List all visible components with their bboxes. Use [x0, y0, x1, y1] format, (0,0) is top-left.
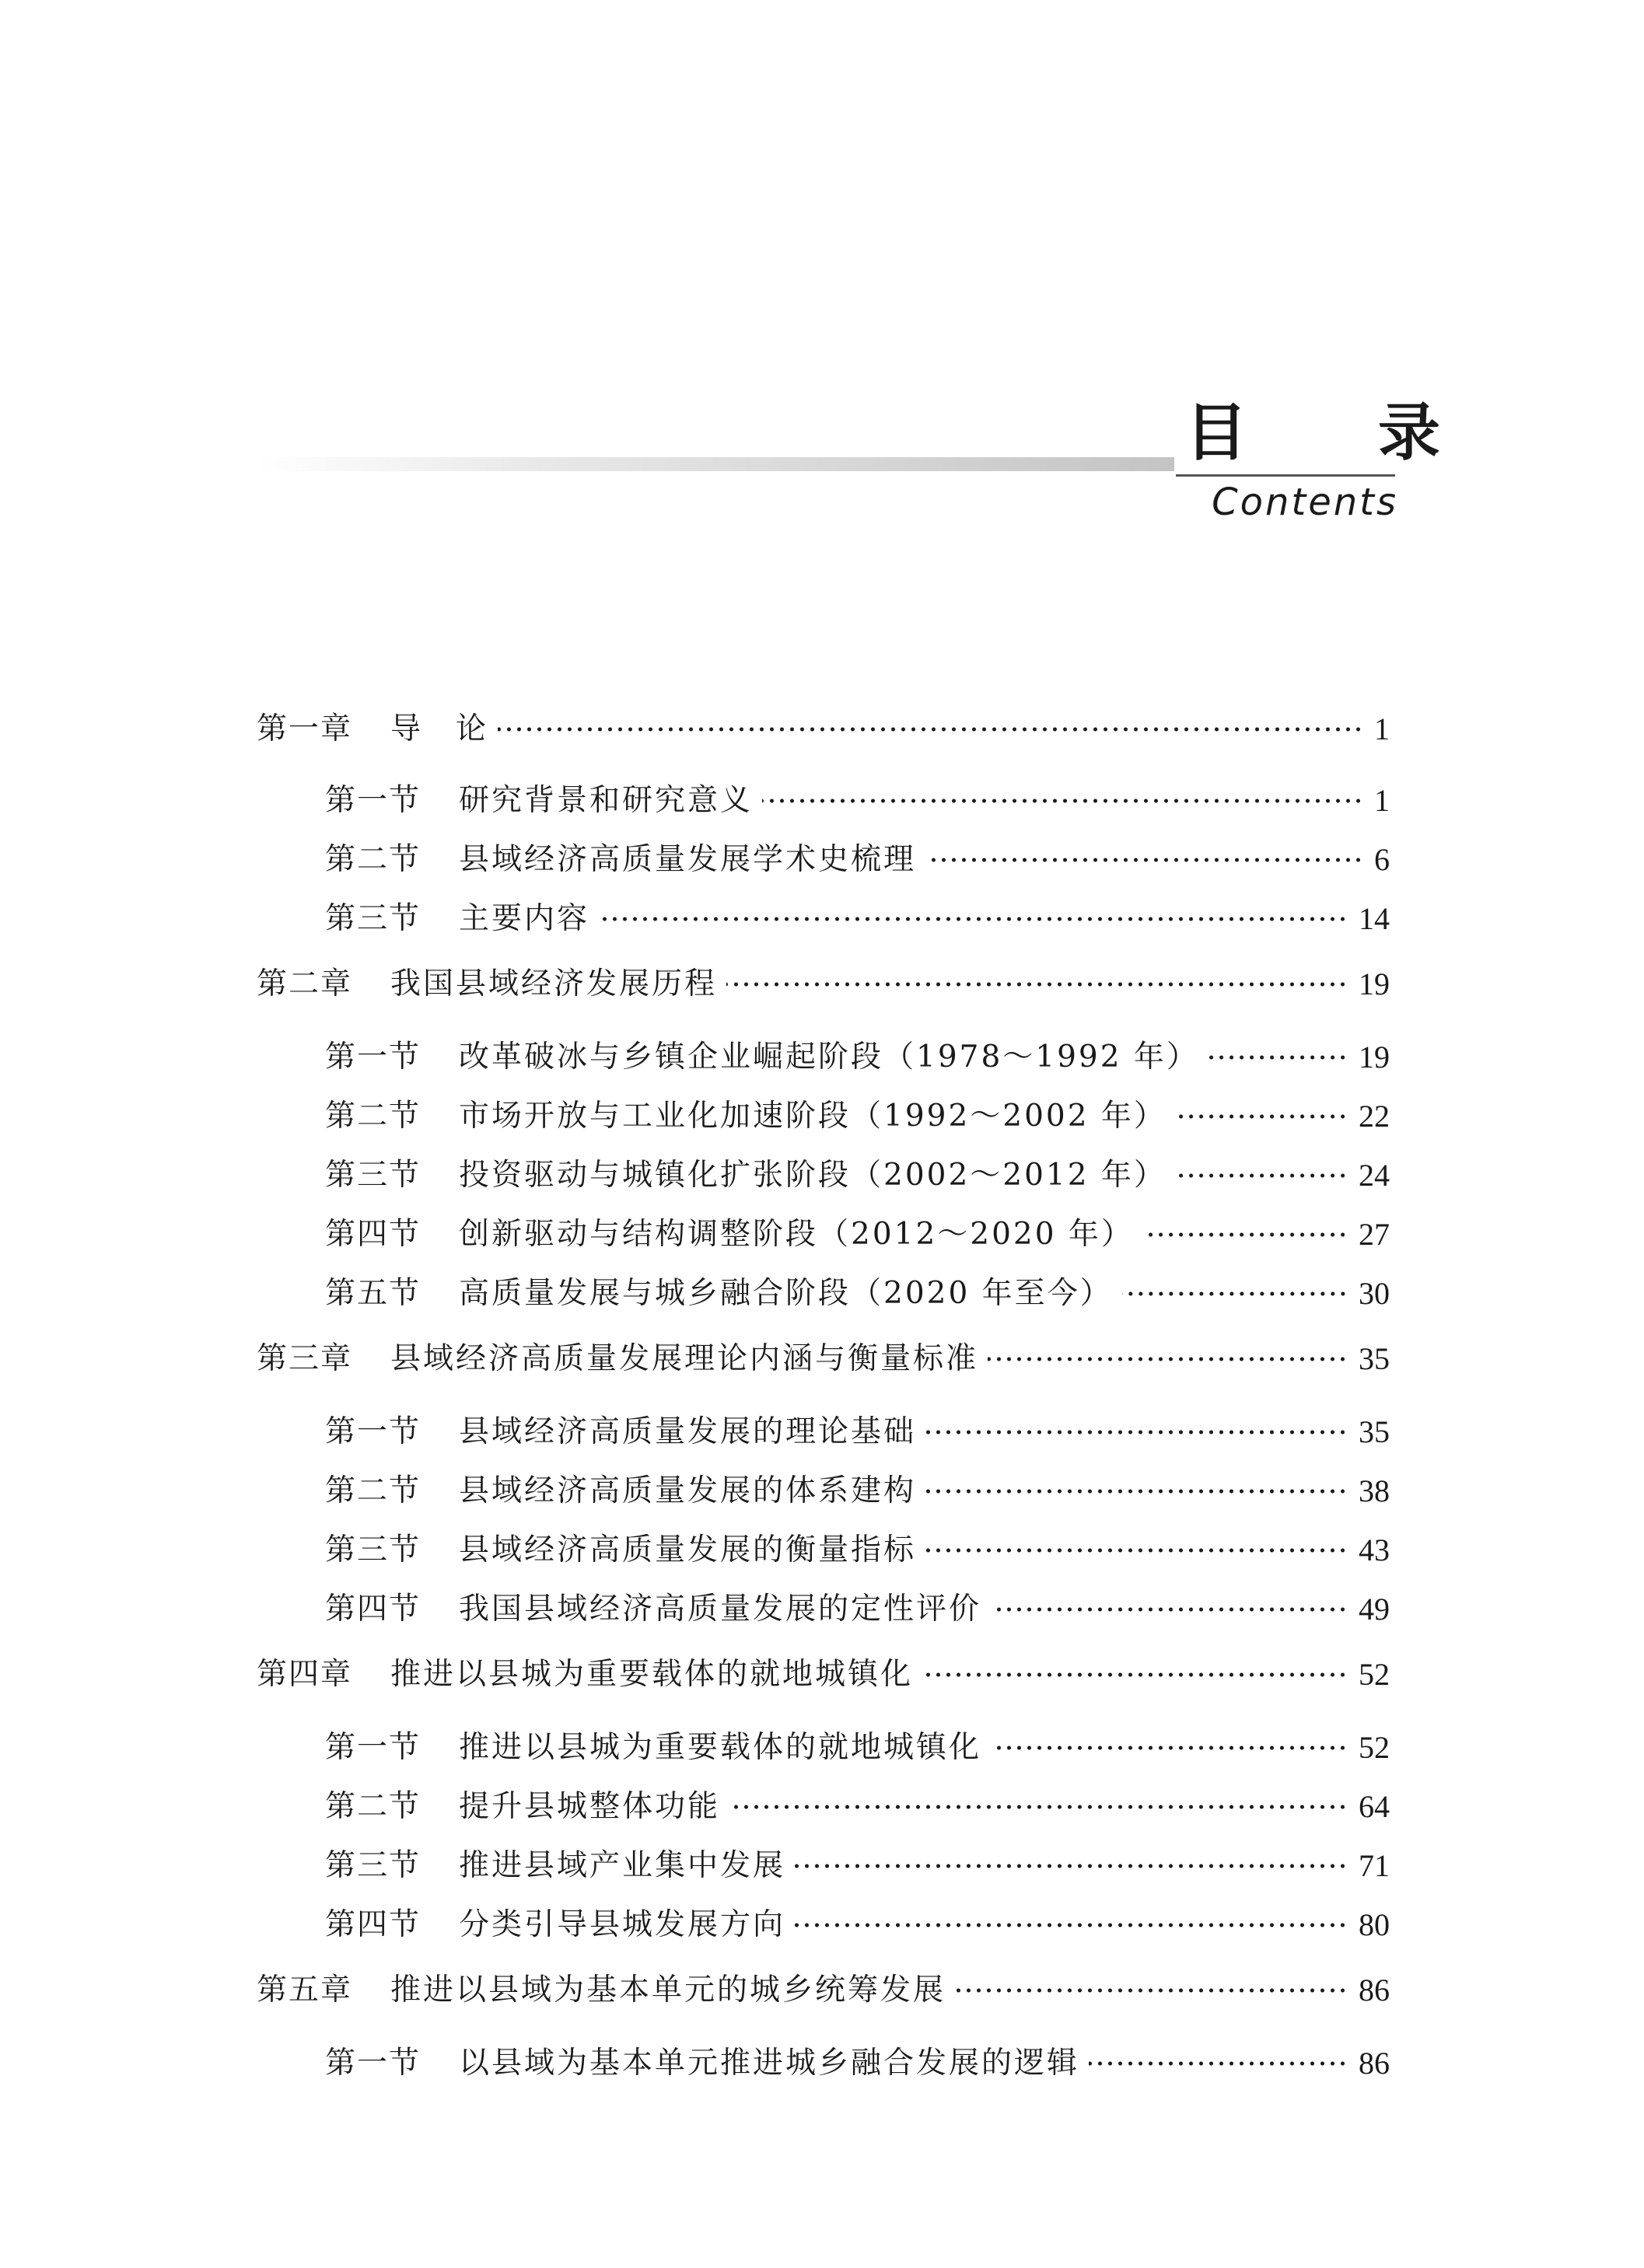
- toc-page-number: 52: [1359, 1657, 1390, 1692]
- toc-entry-label: 第二节: [325, 1473, 421, 1508]
- toc-entry-label: 第一节: [325, 783, 421, 818]
- toc-dot-leader: [1209, 1054, 1348, 1061]
- toc-dot-leader: [925, 1488, 1348, 1494]
- toc-entry-title: 主要内容: [459, 901, 590, 936]
- toc-dot-leader: [991, 1745, 1348, 1751]
- toc-page-number: 1: [1374, 783, 1390, 818]
- toc-dot-leader: [1122, 1291, 1348, 1297]
- toc-page-number: 52: [1359, 1730, 1390, 1765]
- toc-entry-title: 推进以县城为重要载体的就地城镇化: [390, 1657, 914, 1692]
- toc-page-number: 43: [1359, 1532, 1390, 1567]
- toc-entry-label: 第三节: [325, 1158, 421, 1193]
- toc-dot-leader: [988, 1356, 1348, 1362]
- toc-page-number: 19: [1359, 1040, 1390, 1075]
- toc-dot-leader: [1176, 1113, 1348, 1120]
- page-subtitle: Contents: [1212, 481, 1398, 524]
- toc-entry-title: 投资驱动与城镇化扩张阶段（2002～2012 年）: [459, 1158, 1167, 1193]
- toc-section-entry[interactable]: [325, 1785, 1390, 1829]
- toc-entry-label: 第四节: [325, 1907, 421, 1942]
- toc-page-number: 49: [1359, 1592, 1390, 1627]
- toc-entry-label: 第五节: [325, 1276, 421, 1311]
- page-title: 目 录: [1185, 396, 1495, 469]
- toc-entry-title: 县域经济高质量发展的体系建构: [459, 1473, 917, 1508]
- toc-entry-title: 创新驱动与结构调整阶段（2012～2020 年）: [459, 1217, 1134, 1252]
- toc-entry-label: 第二章: [257, 966, 353, 1001]
- toc-entry-label: 第四节: [325, 1592, 421, 1627]
- toc-dot-leader: [498, 726, 1363, 732]
- toc-dot-leader: [729, 1804, 1348, 1810]
- toc-entry-title: 我国县域经济发展历程: [390, 966, 718, 1001]
- toc-page-number: 38: [1359, 1473, 1390, 1508]
- toc-section-entry[interactable]: [325, 838, 1390, 882]
- toc-page-number: 14: [1359, 901, 1390, 936]
- toc-dot-leader: [599, 916, 1348, 922]
- toc-page-number: 30: [1359, 1276, 1390, 1311]
- toc-entry-title: 市场开放与工业化加速阶段（1992～2002 年）: [459, 1099, 1167, 1134]
- toc-entry-label: 第二节: [325, 1099, 421, 1134]
- toc-section-entry[interactable]: [325, 1095, 1390, 1138]
- toc-section-entry[interactable]: [325, 1588, 1390, 1631]
- toc-entry-label: 第五章: [257, 1973, 353, 2008]
- toc-entry-title: 县域经济高质量发展的理论基础: [459, 1414, 917, 1449]
- toc-page-number: 86: [1359, 2046, 1390, 2081]
- toc-entry-label: 第二节: [325, 842, 421, 877]
- toc-section-entry[interactable]: [325, 2042, 1390, 2085]
- toc-section-entry[interactable]: [325, 1213, 1390, 1256]
- toc-dot-leader: [795, 1922, 1348, 1928]
- toc-entry-title: 县域经济高质量发展的衡量指标: [459, 1532, 917, 1567]
- toc-entry-label: 第四章: [257, 1657, 353, 1692]
- toc-dot-leader: [925, 1547, 1348, 1553]
- toc-entry-title: 推进县域产业集中发展: [459, 1848, 786, 1883]
- toc-section-entry[interactable]: [325, 897, 1390, 941]
- toc-entry-title: 导 论: [390, 711, 489, 746]
- toc-page-number: 86: [1359, 1973, 1390, 2008]
- toc-entry-label: 第二节: [325, 1789, 421, 1824]
- toc-page-number: 24: [1359, 1158, 1390, 1193]
- toc-entry-title: 研究背景和研究意义: [459, 783, 754, 818]
- toc-dot-leader: [795, 1863, 1348, 1869]
- toc-entry-title: 县域经济高质量发展学术史梳理: [459, 842, 917, 877]
- toc-page-number: 27: [1359, 1217, 1390, 1252]
- toc-entry-title: 分类引导县城发展方向: [459, 1907, 786, 1942]
- toc-entry-title: 以县域为基本单元推进城乡融合发展的逻辑: [459, 2046, 1080, 2081]
- toc-entry-title: 提升县城整体功能: [459, 1789, 721, 1824]
- toc-section-entry[interactable]: [325, 1036, 1390, 1079]
- toc-entry-title: 推进以县城为重要载体的就地城镇化: [459, 1730, 982, 1765]
- toc-entry-label: 第三节: [325, 1848, 421, 1883]
- toc-entry-label: 第一章: [257, 711, 353, 746]
- toc-dot-leader: [1176, 1172, 1348, 1179]
- toc-chapter-entry[interactable]: [257, 963, 1390, 1006]
- toc-page-number: 64: [1359, 1789, 1390, 1824]
- toc-entry-title: 高质量发展与城乡融合阶段（2020 年至今）: [459, 1276, 1113, 1311]
- toc-page-number: 35: [1359, 1341, 1390, 1376]
- toc-chapter-entry[interactable]: [257, 1653, 1390, 1697]
- toc-dot-leader: [955, 1987, 1348, 1994]
- toc-entry-label: 第一节: [325, 2046, 421, 2081]
- toc-dot-leader: [726, 981, 1348, 987]
- toc-section-entry[interactable]: [325, 1844, 1390, 1888]
- toc-page-number: 19: [1359, 966, 1390, 1001]
- toc-dot-leader: [922, 1672, 1348, 1678]
- toc-entry-label: 第三节: [325, 1532, 421, 1567]
- toc-dot-leader: [991, 1606, 1348, 1613]
- toc-page-number: 6: [1374, 842, 1390, 877]
- toc-entry-label: 第四节: [325, 1217, 421, 1252]
- toc-dot-leader: [1143, 1232, 1348, 1238]
- toc-page-number: 1: [1374, 711, 1390, 746]
- toc-section-entry[interactable]: [325, 779, 1390, 823]
- toc-section-entry[interactable]: [325, 1726, 1390, 1770]
- toc-section-entry[interactable]: [325, 1903, 1390, 1947]
- toc-dot-leader: [762, 798, 1363, 804]
- toc-dot-leader: [925, 1429, 1348, 1435]
- toc-entry-title: 改革破冰与乡镇企业崛起阶段（1978～1992 年）: [459, 1040, 1199, 1075]
- toc-section-entry[interactable]: [325, 1154, 1390, 1197]
- toc-entry-title: 县域经济高质量发展理论内涵与衡量标准: [390, 1341, 979, 1376]
- toc-entry-label: 第一节: [325, 1414, 421, 1449]
- toc-section-entry[interactable]: [325, 1272, 1390, 1316]
- toc-section-entry[interactable]: [325, 1469, 1390, 1513]
- toc-entry-title: 推进以县域为基本单元的城乡统筹发展: [390, 1973, 946, 2008]
- toc-section-entry[interactable]: [325, 1529, 1390, 1572]
- toc-dot-leader: [925, 857, 1363, 863]
- toc-entry-label: 第一节: [325, 1730, 421, 1765]
- toc-page-number: 22: [1359, 1099, 1390, 1134]
- toc-chapter-entry[interactable]: [257, 1337, 1390, 1381]
- toc-page-number: 35: [1359, 1414, 1390, 1449]
- toc-page-number: 80: [1359, 1907, 1390, 1942]
- toc-entry-label: 第三节: [325, 901, 421, 936]
- toc-page-number: 71: [1359, 1848, 1390, 1883]
- toc-entry-label: 第三章: [257, 1341, 353, 1376]
- toc-entry-title: 我国县域经济高质量发展的定性评价: [459, 1592, 982, 1627]
- toc-chapter-entry[interactable]: [257, 708, 1390, 751]
- toc-dot-leader: [1089, 2060, 1348, 2067]
- toc-section-entry[interactable]: [325, 1410, 1390, 1454]
- toc-chapter-entry[interactable]: [257, 1969, 1390, 2012]
- toc-entry-label: 第一节: [325, 1040, 421, 1075]
